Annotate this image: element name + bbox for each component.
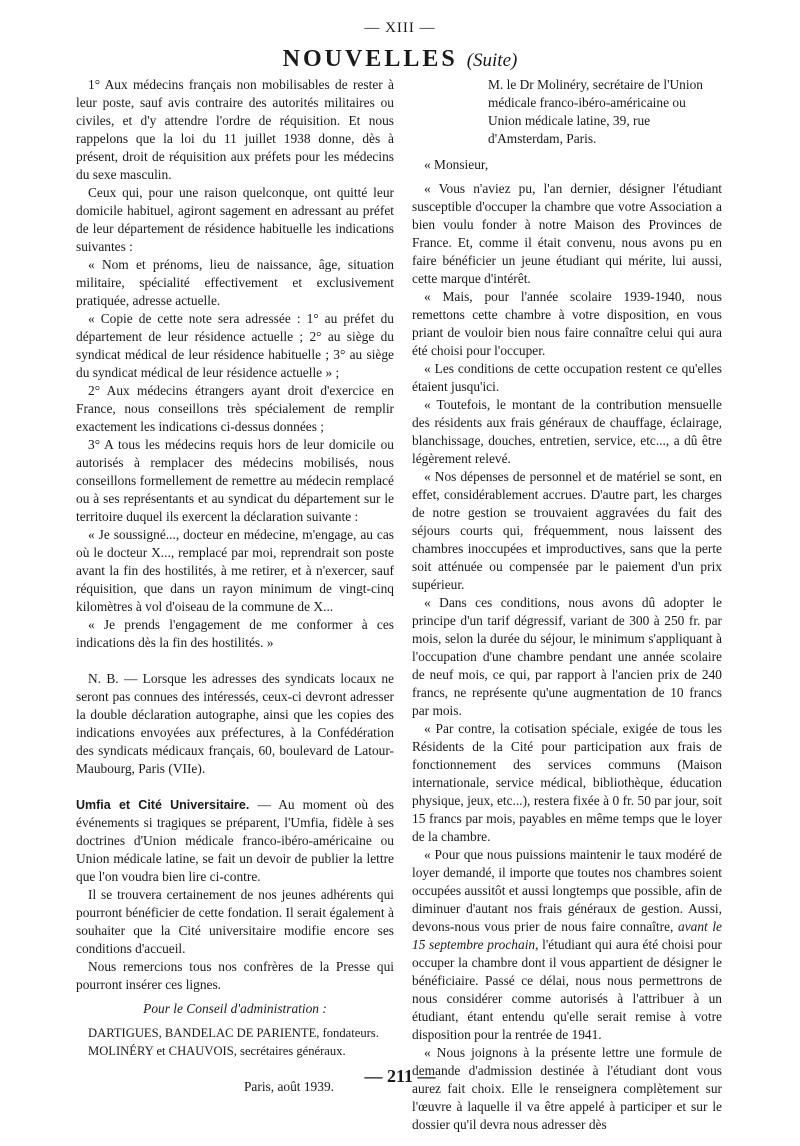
letter-text: « Pour que nous puissions maintenir le taux modéré de loyer demandé, il importe que toutes nos chambres soient occupées aussitôt et aussi longtemps que possible, afin de diminuer d'autant nos frais généraux de gestion. Aussi, devons-nous vous prier de nous faire connaître, <box>412 847 722 934</box>
paragraph: Ceux qui, pour une raison quelconque, ont quitté leur domicile habituel, agiront sagement en adressant au préfet de leur département de résidence habituelle les indications suivantes : <box>76 185 394 254</box>
page-number: — 211 — <box>364 1066 436 1086</box>
letter-paragraph: « Mais, pour l'année scolaire 1939-1940, nous remettons cette chambre à votre disposition, en vous priant de vouloir bien nous faire connaître celui qui aura été choisi pour l'occuper. <box>412 289 722 358</box>
signatories-secretaries: MOLINÉRY et CHAUVOIS, secrétaires généraux. <box>88 1044 346 1058</box>
signatories-founders: DARTIGUES, BANDELAC DE PARIENTE, fondateurs. <box>88 1026 379 1040</box>
paragraph: « Nom et prénoms, lieu de naissance, âge, situation militaire, spécialité effectivement et exclusivement pratiquée, adresse actuelle. <box>76 257 394 308</box>
paragraph: 3° A tous les médecins requis hors de leur domicile ou autorisés à remplacer des médecins mobilisés, nous conseillons formellement de remettre au médecin remplacé ou à ses représentants et au syndicat du département sur le territoire duquel ils exercent la déclaration suivante : <box>76 437 394 524</box>
letter-paragraph <box>412 846 722 1044</box>
letter-address: M. le Dr Molinéry, secrétaire de l'Union médicale franco-ibéro-américaine ou Union médicale latine, 39, rue d'Amsterdam, Paris. <box>488 77 703 146</box>
letter-paragraph: « Par contre, la cotisation spéciale, exigée de tous les Résidents de la Cité pour participation aux frais de fonctionnement des services communs (Maison internationale, service médical, bibliothèque, éducation physique, jeux, etc...), restera fixée à 0 fr. 50 par jour, soit 15 francs par mois, payables en même temps que le loyer de la chambre. <box>412 721 722 844</box>
letter-salutation: « Monsieur, <box>424 157 489 172</box>
paragraph: 1° Aux médecins français non mobilisables de rester à leur poste, sauf avis contraire des autorités militaires ou civiles, et d'y attendre l'ordre de réquisition. Et nous rappelons que la loi du 11 juillet 1938 donne, dès à présent, droit de réquisition aux préfets pour les médecins du sexe masculin. <box>76 77 394 182</box>
paragraph: Il se trouvera certainement de nos jeunes adhérents qui pourront bénéficier de cette fondation. Il serait également à souhaiter que la Cité universitaire modifie encore ses conditions d'accueil. <box>76 887 394 956</box>
letter-paragraph: « Les conditions de cette occupation restent ce qu'elles étaient jusqu'ici. <box>412 361 722 394</box>
umfia-text: — Au moment où des événements si tragiques se préparent, l'Umfia, fidèle à ses doctrines d'Union médicale franco-ibéro-américaine ou Union médicale latine, se fait un devoir de publier la lettre que l'on voudra bien lire ci-contre. <box>76 797 394 884</box>
page-roman-numeral: — XIII — <box>364 20 436 36</box>
paragraph: Nous remercions tous nos confrères de la Presse qui pourront insérer ces lignes. <box>76 959 394 992</box>
title-suite: (Suite) <box>466 50 518 71</box>
letter-paragraph: « Nos dépenses de personnel et de matériel se sont, en effet, considérablement accrues. D'autre part, les charges de notre gestion se trouvaient aggravées du fait des séjours courts qui, fréquemment, nous laissent des chambres inoccupées et improductives, sans que la perte soit atténuée ou compensée par le paiement d'un prix supérieur. <box>412 469 722 592</box>
right-column <box>412 76 722 1134</box>
letter-text: , l'étudiant qui aura été choisi pour occuper la chambre dont il vous appartient de désigner le bénéficiaire. Passé ce délai, nous nous permettrons de nous considérer comme autorisés à l'attribuer à un étudiant, étant entendu qu'elle serait remise à votre disposition pour la rentrée de 1941. <box>412 937 722 1042</box>
section-title <box>0 46 800 73</box>
title-main: NOUVELLES <box>282 46 458 72</box>
umfia-paragraph <box>76 796 394 886</box>
nota-bene: N. B. — Lorsque les adresses des syndicats locaux ne seront pas connues des intéressés, ceux-ci devront adresser la double déclaration autographe, ainsi que les copies des indications envoyées aux préfectures, à la Confédération des syndicats médicaux français, 60, boulevard de Latour-Maubourg, Paris (VIIe). <box>76 671 394 776</box>
letter-paragraph: « Vous n'aviez pu, l'an dernier, désigner l'étudiant susceptible d'occuper la chambre que votre Association a bien voulu fonder à notre Maison des Provinces de France. Et, comme il était convenu, nous avons pu en faire bénéficier un jeune étudiant qui mérite, lui aussi, cette marque d'intérêt. <box>412 181 722 286</box>
letter-paragraph: « Dans ces conditions, nous avons dû adopter le principe d'un tarif dégressif, variant de 300 à 250 fr. par mois, selon la durée du séjour, le minimum s'appliquant à l'occupation d'une chambre pendant une année scolaire de neuf mois, ce qui, par rapport à l'ancien prix de 240 francs, ne représente qu'une augmentation de 10 francs par mois. <box>412 595 722 718</box>
paragraph: « Copie de cette note sera adressée : 1° au préfet du département de leur résidence actuelle ; 2° au siège du syndicat médical de leur résidence habituelle ; 3° au siège du syndicat médical de leur résidence actuelle » ; <box>76 311 394 380</box>
deadline-emphasis: avant le 15 septembre prochain <box>412 919 722 952</box>
paragraph: « Je soussigné..., docteur en médecine, m'engage, au cas où le docteur X..., remplacé par moi, reprendrait son poste avant la fin des hostilités, à me retirer, et à n'exercer, sauf réquisition, que dans un rayon minimum de vingt-cinq kilomètres à vol d'oiseau de la commune de X... <box>76 527 394 614</box>
paragraph: 2° Aux médecins étrangers ayant droit d'exercice en France, nous conseillons très spécialement de remplir exactement les indications ci-dessus données ; <box>76 383 394 434</box>
conseil-line: Pour le Conseil d'administration : <box>143 1001 327 1016</box>
letter-paragraph: « Nous joignons à la présente lettre une formule de demande d'admission destinée à l'étudiant dont vous aurez fait choix. Elle le renseignera complètement sur l'œuvre à laquelle il va être appelé à participer et sur le dossier qu'il devra nous adresser dès <box>412 1045 722 1132</box>
paragraph: « Je prends l'engagement de me conformer à ces indications dès la fin des hostilités. » <box>76 617 394 650</box>
umfia-heading: Umfia et Cité Universitaire. <box>76 798 250 812</box>
date-line: Paris, août 1939. <box>243 1079 334 1094</box>
left-column <box>76 76 394 1096</box>
letter-paragraph: « Toutefois, le montant de la contribution mensuelle des résidents aux frais généraux de chauffage, éclairage, blanchissage, douches, entretien, service, etc..., a dû être légèrement relevé. <box>412 397 722 466</box>
